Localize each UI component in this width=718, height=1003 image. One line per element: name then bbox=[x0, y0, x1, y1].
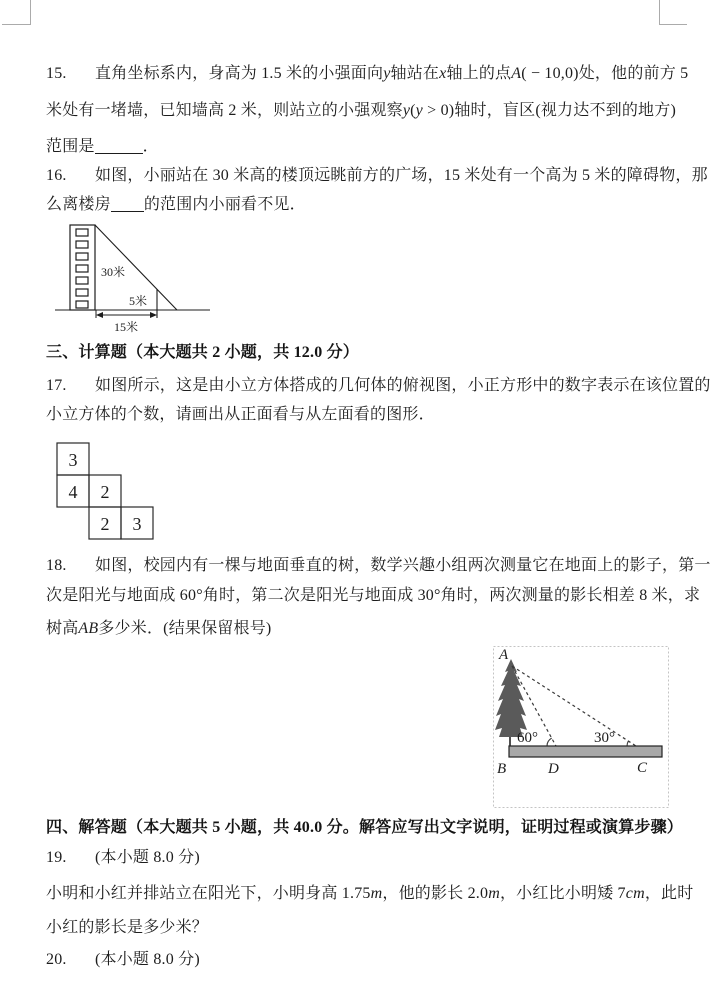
crop-mark-top-right-vertical bbox=[659, 0, 660, 25]
question-15-number: 15. bbox=[46, 65, 67, 82]
point-d-label: D bbox=[548, 761, 559, 777]
distance-label: 15米 bbox=[113, 320, 139, 334]
question-16-number: 16. bbox=[46, 167, 67, 184]
grid-cell-value: 3 bbox=[132, 514, 142, 534]
question-16-line-2: 么离楼房 的范围内小丽看不见． bbox=[46, 196, 306, 213]
question-18-line-1: 18. 如图，校园内有一棵与地面垂直的树，数学兴趣小组两次测量它在地面上的影子，第一 bbox=[46, 557, 711, 574]
question-18-line-2: 次是阳光与地面成 60°角时，第二次是阳光与地面成 30°角时，两次测量的影长相差 8 米，求 bbox=[46, 587, 701, 604]
building-outline bbox=[70, 225, 95, 310]
arrowhead-left bbox=[96, 312, 103, 318]
top-view-grid-figure bbox=[45, 442, 160, 542]
point-c-label: C bbox=[637, 760, 648, 776]
question-15-line-1: 15. 直角坐标系内，身高为 1.5 米的小强面向y轴站在x轴上的点A( − 10,0)处，他的前方 5 bbox=[46, 65, 689, 82]
building-windows bbox=[76, 229, 88, 308]
question-19-number: 19. bbox=[46, 849, 67, 866]
point-a-label: A bbox=[499, 647, 509, 663]
section-3-header: 三、计算题（本大题共 2 小题，共 12.0 分） bbox=[46, 344, 360, 361]
answer-blank bbox=[111, 209, 144, 212]
question-15-line-2: 米处有一堵墙，已知墙高 2 米，则站立的小强观察y(y > 0)轴时，盲区(视力达不到的地方) bbox=[46, 102, 676, 119]
grid-cell-value: 2 bbox=[100, 514, 110, 534]
question-20-number: 20. bbox=[46, 951, 67, 968]
question-18-number: 18. bbox=[46, 557, 67, 574]
angle-30-label: 30° bbox=[594, 730, 615, 746]
question-19-line-1: 小明和小红并排站立在阳光下，小明身高 1.75m，他的影长 2.0m，小红比小明矮 7cm，此时 bbox=[46, 885, 694, 902]
ground-bar bbox=[509, 746, 662, 757]
angle-60-label: 60° bbox=[517, 730, 538, 746]
question-20-header: 20. (本小题 8.0 分) bbox=[46, 951, 200, 968]
question-17-line-1: 17. 如图所示，这是由小立方体搭成的几何体的俯视图，小正方形中的数字表示在该位置的 bbox=[46, 377, 711, 394]
arrowhead-right bbox=[150, 312, 157, 318]
crop-mark-top-left-vertical bbox=[30, 0, 31, 25]
question-16-line-1: 16. 如图，小丽站在 30 米高的楼顶远眺前方的广场，15 米处有一个高为 5 米的障碍物，那 bbox=[46, 167, 708, 184]
question-17-line-2: 小立方体的个数，请画出从正面看与从左面看的图形． bbox=[46, 406, 435, 423]
tree-shadow-figure bbox=[493, 646, 669, 808]
grid-cell-value: 4 bbox=[68, 482, 78, 502]
question-19-line-2: 小红的影长是多少米？ bbox=[46, 919, 209, 936]
building-shadow-figure bbox=[50, 222, 220, 337]
question-17-number: 17. bbox=[46, 377, 67, 394]
building-height-label: 30米 bbox=[101, 265, 126, 279]
question-18-line-3: 树高AB多少米．(结果保留根号) bbox=[46, 620, 272, 637]
crop-mark-top-right-horizontal bbox=[659, 24, 687, 25]
question-19-header: 19. (本小题 8.0 分) bbox=[46, 849, 200, 866]
question-15-line-3: 范围是 ． bbox=[46, 138, 159, 155]
obstacle-height-label: 5米 bbox=[129, 294, 148, 308]
point-b-label: B bbox=[497, 761, 507, 777]
crop-mark-top-left-horizontal bbox=[2, 24, 31, 25]
grid-cell-value: 2 bbox=[100, 482, 110, 502]
grid-cell-value: 3 bbox=[68, 450, 78, 470]
section-4-header: 四、解答题（本大题共 5 小题，共 40.0 分。解答应写出文字说明，证明过程或演算步骤） bbox=[46, 819, 684, 836]
answer-blank bbox=[95, 151, 143, 154]
